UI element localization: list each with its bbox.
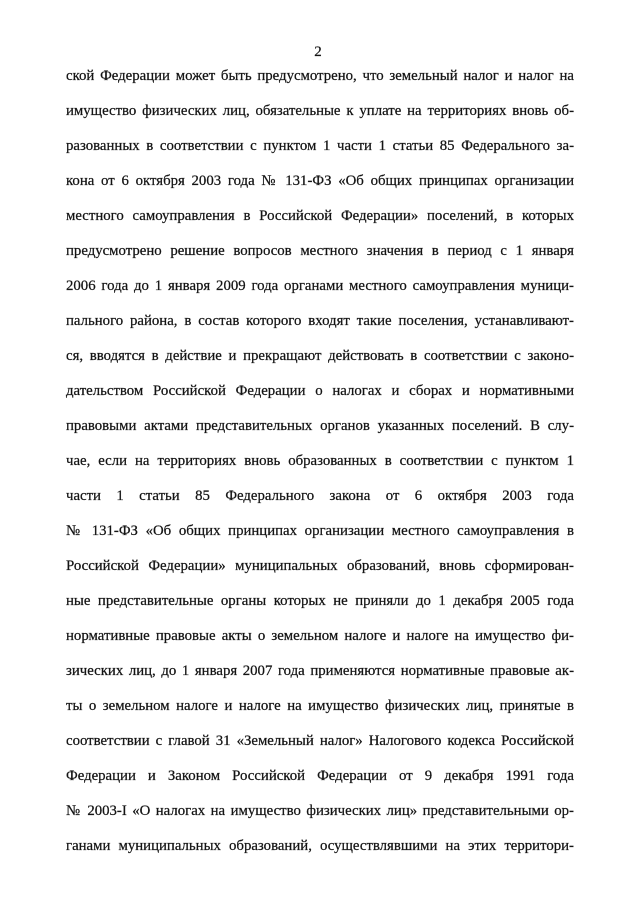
body-text — [66, 59, 574, 864]
text-line: соответствии с главой 31 «Земельный налог» Налогового кодекса Российской — [66, 733, 574, 749]
text-line: нормативные правовые акты о земельном налоге и налоге на имущество фи- — [66, 628, 574, 644]
text-line: № 131-ФЗ «Об общих принципах организации местного самоуправления в — [66, 523, 574, 539]
text-line: местного самоуправления в Российской Федерации» поселений, в которых — [66, 208, 574, 224]
text-line: предусмотрено решение вопросов местного значения в период с 1 января — [66, 243, 574, 259]
text-line: ты о земельном налоге и налоге на имущество физических лиц, принятые в — [66, 698, 574, 714]
text-line: Федерации и Законом Российской Федерации от 9 декабря 1991 года — [66, 768, 574, 784]
text-line: Российской Федерации» муниципальных образований, вновь сформирован- — [66, 558, 574, 574]
text-line: ской Федерации может быть предусмотрено, что земельный налог и налог на — [66, 68, 574, 84]
text-line: части 1 статьи 85 Федерального закона от 6 октября 2003 года — [66, 488, 574, 504]
text-line: пального района, в состав которого входят такие поселения, устанавливают- — [66, 313, 574, 329]
text-line: чае, если на территориях вновь образованных в соответствии с пунктом 1 — [66, 453, 574, 469]
text-line: зических лиц, до 1 января 2007 года применяются нормативные правовые ак- — [66, 663, 574, 679]
text-line: имущество физических лиц, обязательные к уплате на территориях вновь об- — [66, 103, 574, 119]
text-line: кона от 6 октября 2003 года № 131-ФЗ «Об общих принципах организации — [66, 173, 574, 189]
text-line: дательством Российской Федерации о налогах и сборах и нормативными — [66, 383, 574, 399]
page-number: 2 — [314, 44, 322, 60]
text-line: ные представительные органы которых не приняли до 1 декабря 2005 года — [66, 593, 574, 609]
text-line: 2006 года до 1 января 2009 года органами местного самоуправления муници- — [66, 278, 574, 294]
text-line: правовыми актами представительных органов указанных поселений. В слу- — [66, 418, 574, 434]
text-line: № 2003-I «О налогах на имущество физических лиц» представительными ор- — [66, 803, 574, 819]
text-line: ганами муниципальных образований, осуществлявшими на этих территори- — [66, 838, 574, 854]
text-line: ся, вводятся в действие и прекращают действовать в соответствии с законо- — [66, 348, 574, 364]
text-line: разованных в соответствии с пунктом 1 части 1 статьи 85 Федерального за- — [66, 138, 574, 154]
